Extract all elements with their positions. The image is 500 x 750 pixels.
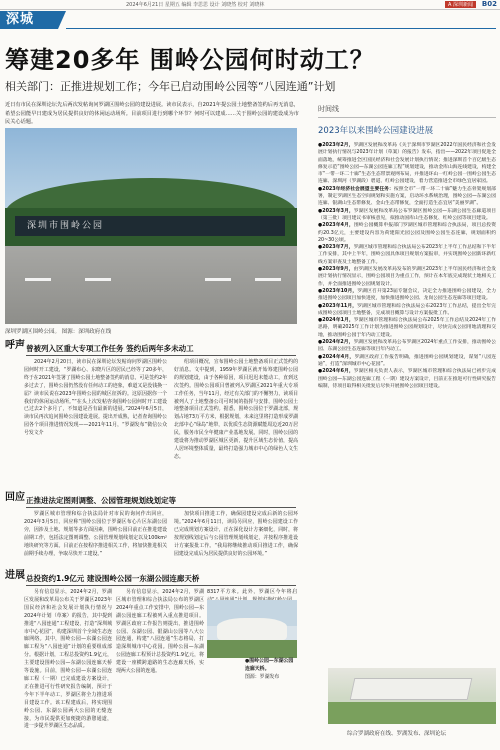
photo-sign-text: 深圳市围岭公园 [27, 221, 105, 231]
timeline-entry-text: 由罗湖区发展改革局发布的罗湖区2023年上半年国民经济和社会发展计划执行情况显示，围岭公园项目为重点工作，预计在本年底完成现状土地相关工作，并全面推进围岭公园规划设计。 [318, 267, 496, 287]
timeline-label: 时间线 [318, 105, 339, 113]
photo-road [5, 246, 297, 324]
timeline-entry-text: 罗湖区城市管理和综合执法局公布2023年工作总结，提出全年完成围岭公园项目土地整备，完成项目概算与设计方案报批工作。 [318, 303, 497, 316]
timeline-entry-text: 罗湖区相关负责人表示，罗湖区城市管理和综合执法局已初步完成围岭公园—东湖公园连廊工程（一期）建设方案设计，目前正在推进可行性研究报告编制，待项目取得相关批复后尽快开展围岭公园项目建设。 [318, 369, 496, 389]
timeline-entry [318, 339, 496, 354]
timeline-entry-date: ●2023年9月， [318, 267, 354, 273]
article-column: 8317平方米。此外，罗湖区今年将启 [207, 589, 297, 595]
article-column: 另有信息显示，2024年2月，罗湖区城市管理和综合执法局公布的罗湖区2024年重点工作安排中，围岭公园—东湖公园连廊工程被列入重点推进项目。罗湖区政府工作报告则提出，推进围岭公园、东湖公园、银湖山公园等八大公园连通，构建“八园连通”生态格局，打造深圳城市中心花园。围岭公园—东湖公园连廊工程预计总投资约1.9亿元，将建设一座横跨道路的生态连廊天桥，实现两大公园的连通。 [116, 589, 204, 675]
timeline-entry-date: ●2023年3月， [318, 208, 354, 214]
page-header-bar [0, 0, 500, 10]
section-title: 曾被列入区重大专项工作任务 签约后两年多未动工 [26, 344, 194, 353]
timeline-entry-date: ●2023年7月， [318, 245, 354, 251]
section-label-text: 回应 [5, 492, 25, 503]
timeline-entry [318, 222, 496, 244]
timeline-entry-date: ●2023年4月， [318, 223, 354, 229]
timeline-entry-text: 罗湖区发展和改革局公布罗湖区围岭公园—东湖公园生态廊道项目（第三批）项目建议书审核意见，拟推动国库山生态修复、红岭公园等项目建设。 [318, 208, 496, 221]
timeline-entry [318, 142, 496, 186]
section-label-voice [5, 340, 25, 351]
article-column: 加快项目推进工作，确保园建设完成后新的公园环境。”2024年6月11日，读局另回应，围岭公园建设工作已完成规划方案设计，正在深化设计方案细化，同时，将按规划线划定后与公园管理规划线划定，并按程序推进设计方案报批工作。“我局将继续推动项目推进工作，确保园建设完成后为居民提供良好的公园环境。” [174, 511, 298, 557]
section-label-response [5, 492, 25, 503]
photo-ground [328, 702, 496, 724]
section-tag-label: 深城 [6, 12, 35, 27]
timeline-entry-date: ●2023年经济社会展望主要任务： [318, 186, 394, 192]
page-number: B02 [481, 0, 497, 8]
lane-marking [205, 278, 231, 281]
issue-meta: 2024年6月21日 星期五 编辑 李思思 设计 刘晓然 校对 刘晓林 [126, 2, 265, 8]
subheadline: 相关部门：正推进规划工作；今年已启动围岭公园等“八园连通”计划 [5, 80, 336, 93]
timeline-rule [318, 117, 496, 118]
section-title: 正推进法定图则调整、公园管理规划线划定等 [26, 496, 176, 505]
timeline-entry-text: 罗湖区城市管理和综合执法局公布2025年工作总结及2024年工作思路，明确2025年工作计划为推进围岭公园规划设计，尽快完成公园用地清理和交地，推动围岭公园于年内动工建设。 [318, 318, 497, 338]
photo-caption: 综合罗湖政府在线、罗湖发布、深圳论坛 [347, 731, 447, 737]
timeline-list [318, 142, 496, 390]
article-column: 2024年2月20日，读市民在深圳论坛发帖询问罗湖区围岭公园何时开工建设，“罗湖布心、东晓片区的居民已经等了20多年，终于在2021年签署了围岭公园土地整备签约的消息，可是签约2年多过去了，围岭公园仍然没有任何动工的迹象，难道又是没钱换一届？读市民说在2023年围岭公园的城区征拆的。这原因据你一个我好的休闲运动场所。”“在头上次发帖咨询围岭公园何时开工建设已过去2个多月了，不知道是否有最新的进展。”2024年6月5日，读市民再次追问围岭公园建设进展。提出开成熟，记者查询围岭公园各个项目推进情况发现——2021年11月，“罗湖发布”微信公众号发文介 [24, 359, 167, 437]
section-title: 总投资约1.9亿元 建设围岭公园一东湖公园连廊天桥 [26, 574, 200, 583]
timeline-entry-date: ●2023年2月， [318, 143, 354, 148]
article-column: 另有信息显示，2024年2月，罗湖区发展和改革局公布关于罗湖区2023年国民经济和社会发展计划执行情况与2024年计划（草案）的报告，其中提到推进“八园连通”工程建设，打造“深圳城市中心花园”，构建深圳首个全域生态连廊网络。其中，围岭公园—东湖公园连廊工程为“八园连通”计划的重要组成部分。根据计划，工程总投资约1.9亿元，主要建设围岭公园—东湖公园连廊天桥等设施。目前，围岭公园—东湖公园连廊工程（一期）已完成建设方案设计，正在推进可行性研究报告编制，预计于今年下半年动工，罗湖区将全力推进项目建设工作。该工程建成后，将实现围岭公园、东湖公园两大公园的无缝连接，为市民提供更加便捷的游憩通道，进一步提升罗湖区生态品质。 [24, 589, 112, 730]
timeline-entry [318, 208, 496, 223]
photo-building [350, 678, 473, 700]
timeline-title: 2023年以来围岭公园建设进展 [318, 126, 434, 136]
bridge-photo [207, 600, 297, 658]
timeline-entry [318, 244, 496, 266]
photo-ground [207, 640, 297, 658]
section-label-progress [5, 570, 25, 581]
timeline-entry [318, 354, 496, 369]
bridge-caption-source: 图源：罗湖发布 [245, 673, 280, 680]
timeline-entry-text: 按照全市“一带一环二十廊”魅力生态骨架规划部署，制定罗湖区生态空间规划和实施方案，启动环水系统治理，围岭公园—东湖公园连廊、银湖山生态带修复、金山生态带修复，全面打造生态宜居“美丽罗湖”。 [318, 186, 496, 207]
section-tag-slant [58, 11, 66, 29]
timeline-entry-date: ●2024年4月， [318, 354, 355, 360]
section-title-rule [26, 507, 296, 508]
timeline-entry [318, 303, 496, 318]
timeline-entry-date: ●2023年10月， [318, 288, 358, 294]
section-rule [66, 28, 496, 29]
section-label-text: 呼声 [5, 340, 25, 351]
timeline-entry-date: ●2024年1月， [318, 318, 354, 324]
timeline-entry-text: 罗湖区政府工作报告明确，推进围岭公园规划建设，谋划“八园连通”，打造“深圳城市中心花园”。 [318, 354, 496, 367]
park-entrance-photo [5, 128, 297, 324]
timeline-entry-date: ●2024年2月， [318, 340, 354, 346]
section-title-rule [26, 585, 296, 586]
lane-marking [85, 278, 111, 281]
bridge-caption [245, 658, 297, 682]
section-tag [0, 11, 58, 29]
article-column: 绍项目概况，宣布围岭公园土地整备项目正式签约的好消息。文中提到，1959年罗湖区就开始筹建围岭公园的规划建设，由于各种原因，项目迟迟未能动工，直到这次签约。围岭公园项目曾被列入罗湖区2021年重大专项工作任务，当年11月，经过有关部门的不懈努力，读项目被列人了土地整备公司可时间的指挥与安排，围岭公园土地整备项目正式签约。据悉，围岭公园位于罗湖北部，规划占地73万平方米，根据规划，未来这里将打造形成罗湖北部中心“绿岛”地带，以优质生态资源赋能周边近20万居民，服务市民全年健康产业基地发展。同时，围岭公园的建设将为推动罗湖区城区更新，提升区域生态价值，提高人居环境整体质量，最终打造强力城市中心的绿色人文生态。 [174, 359, 298, 460]
headline: 筹建20多年 围岭公园何时动工？ [5, 46, 375, 74]
section-label-text: 进展 [5, 570, 25, 581]
timeline-entry-text: 罗湖区发展和改革局公布罗湖区2024年重点工作安排，推动围岭公园、东湖公园生态连廊等项目年内动工。 [318, 340, 496, 353]
lane-marking [25, 278, 51, 281]
timeline-entry-date: ●2024年6月， [318, 369, 354, 375]
section-title-rule [26, 355, 296, 356]
timeline-entry-text: 罗湖区召开第23届专题会议，决定全力推进围岭公园建设，全力推进围岭公园项目加快进度，加快推进围岭公园、龙岗公园生态连廊等项目建设。 [318, 288, 497, 302]
timeline-entry [318, 266, 496, 288]
timeline-entry [318, 186, 496, 208]
lede-paragraph: 近日有市民在深圳论坛先后两次发帖询问罗湖区围岭公园的建设进展。读市民表示，自2021年提公园土地整备签约后再无消息，希望公园能早日建成为居民提供良好的休闲运动场所。目前项目进行到哪个环节？何时可以建成……关于围岭公园的建设成为市民关心话题。 [5, 102, 299, 126]
timeline-entry-text: 围岭公园概算申报部门罗湖区城市管理和综合执法局，项目总投资约20.3亿元，主要建设内容为荷建阳光园公园及围岭公园生态连廊，规划面积约20~30公顷。 [318, 223, 496, 243]
section-classification: A 深圳新闻 [445, 1, 476, 8]
photo-caption: 深圳罗湖区围岭公园。 图源：深圳政府在线 [5, 329, 112, 335]
timeline-entry [318, 288, 496, 303]
bridge-shape [217, 618, 287, 640]
timeline-entry [318, 317, 496, 339]
park-rendering-photo [328, 668, 496, 724]
timeline-entry-date: ●2023年11月， [318, 303, 358, 309]
lane-marking [255, 278, 281, 281]
timeline-entry-text: 罗湖区发展和改革局《关于深圳市罗湖区2022年国民经济和社会发展计划执行情况与2023年计划（草案）的报告》发布，指出——2022年项目促进全面落地，统筹推进全区国民经济和社会发展计划执行情况；推进深圳首个百亿级生态修复示范“围岭公园—东湖公园连廊工程”规划建设，推动金库山海连线建设，构建全市“一带一环二十廊”生态生态带景观网布局，并推进环山一红岭公园一围岭公园生态连廊、深圳河（罗湖段）碧道、红岭公园建设，着力营造推进全市绿色宜居家园。 [318, 143, 496, 185]
article-column: 罗湖区城市管理和综合执法局针对市民的询问作出回应，2024年3月5日，回应称“围岭公园位于罗湖区布心片区东湖公园旁，因涉及土地、规划等多方面因素，围岭公园目前正在推进建设前期工作，包括法定图则调整、公园管理规划线划定以及100km²地块研究等方面。目前正在按程序推进相关工作，将加快推进相关前期手续办理，争取尽快开工建设。” [24, 511, 167, 557]
bridge-caption-text: ●围岭公园—东湖公园连廊天桥。 [245, 658, 294, 672]
timeline-entry-text: 罗湖区城市管理和综合执法局公布2023年上半年工作总结和下半年工作安排，其中上半年，围岭公园具体项目规划方案报审，并实现围岭公园新环新红线方案审查及土地整备工作。 [318, 245, 496, 265]
timeline-entry [318, 368, 496, 390]
